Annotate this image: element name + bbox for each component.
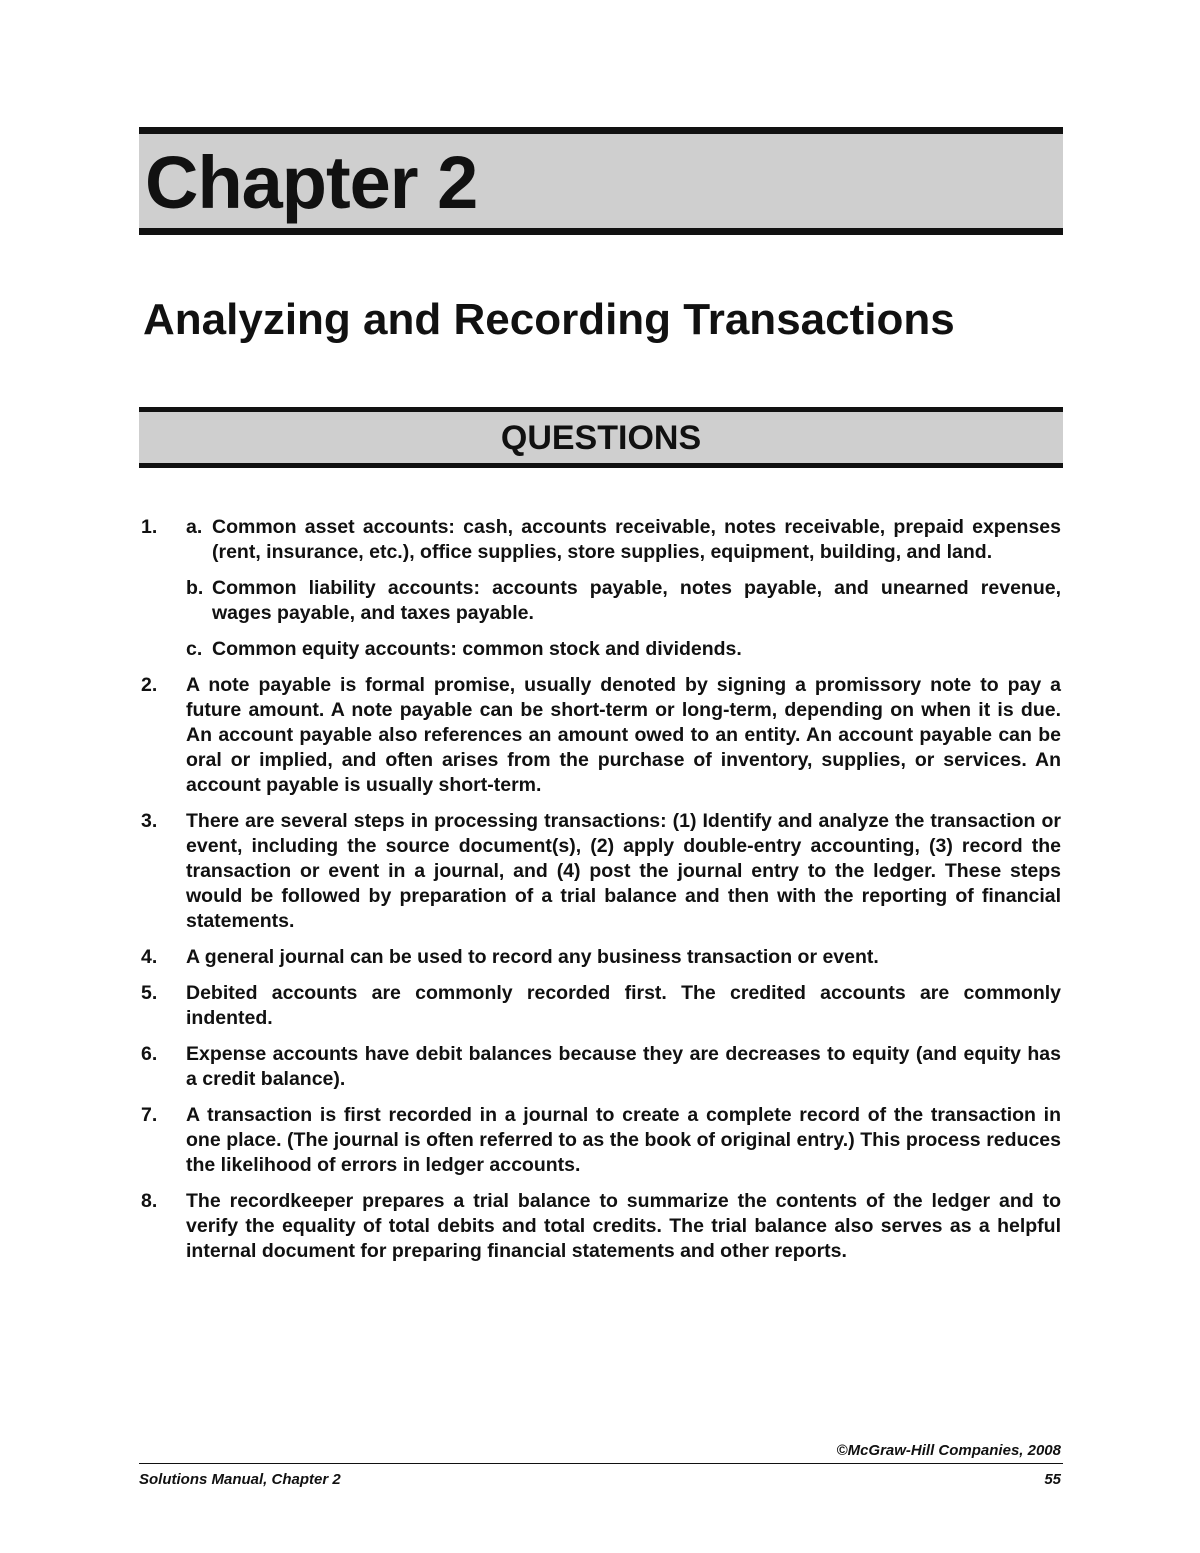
question-number: 7. bbox=[141, 1104, 158, 1126]
question-part bbox=[186, 637, 1061, 662]
question-text: Debited accounts are commonly recorded first. The credited accounts are commonly indented. bbox=[186, 982, 1061, 1029]
part-letter: b. bbox=[186, 577, 204, 599]
question-text: There are several steps in processing transactions: (1) Identify and analyze the transaction or event, including the source document(s), (2) apply double-entry accounting, (3) record the transaction or event in a journal, and (4) post the journal entry to the ledger. These steps would be followed by preparation of a trial balance and then with the reporting of financial statements. bbox=[186, 810, 1061, 932]
part-text: Common liability accounts: accounts payable, notes payable, and unearned revenue, wages payable, and taxes payable. bbox=[212, 577, 1061, 624]
question-text: A general journal can be used to record any business transaction or event. bbox=[186, 946, 879, 968]
question-number: 2. bbox=[141, 674, 158, 696]
copyright-notice: ©McGraw-Hill Companies, 2008 bbox=[836, 1442, 1061, 1459]
part-letter: a. bbox=[186, 516, 203, 538]
question-part bbox=[186, 515, 1061, 565]
page-number: 55 bbox=[1044, 1471, 1061, 1488]
question-text: The recordkeeper prepares a trial balance to summarize the contents of the ledger and to verify the equality of total debits and total credits. The trial balance also serves as a helpful internal document for preparing financial statements and other reports. bbox=[186, 1190, 1061, 1262]
part-text: Common asset accounts: cash, accounts receivable, notes receivable, prepaid expenses (rent, insurance, etc.), office supplies, store supplies, equipment, building, and land. bbox=[212, 516, 1061, 563]
chapter-banner bbox=[139, 127, 1063, 235]
question-number: 6. bbox=[141, 1043, 158, 1065]
question-number: 1. bbox=[141, 516, 158, 538]
question-item bbox=[139, 1042, 1061, 1092]
part-text: Common equity accounts: common stock and dividends. bbox=[212, 638, 742, 660]
questions-list bbox=[139, 515, 1061, 1275]
question-item bbox=[139, 981, 1061, 1031]
question-number: 5. bbox=[141, 982, 158, 1004]
question-number: 4. bbox=[141, 946, 158, 968]
chapter-subtitle: Analyzing and Recording Transactions bbox=[143, 295, 955, 344]
section-title: QUESTIONS bbox=[500, 419, 702, 457]
question-text: A note payable is formal promise, usually denoted by signing a promissory note to pay a future amount. A note payable can be short-term or long-term, depending on when it is due. An account payable also references an amount owed to an entity. An account payable can be oral or implied, and often arises from the purchase of inventory, supplies, or services. An account payable is usually short-term. bbox=[186, 674, 1061, 796]
question-text: Expense accounts have debit balances because they are decreases to equity (and equity has a credit balance). bbox=[186, 1043, 1061, 1090]
question-item bbox=[139, 515, 1061, 662]
question-item bbox=[139, 945, 1061, 970]
footer-divider bbox=[139, 1463, 1063, 1464]
question-item bbox=[139, 1103, 1061, 1178]
question-text: A transaction is first recorded in a journal to create a complete record of the transaction in one place. (The journal is often referred to as the book of original entry.) This process reduces the likelihood of errors in ledger accounts. bbox=[186, 1104, 1061, 1176]
question-item bbox=[139, 673, 1061, 798]
footer-source: Solutions Manual, Chapter 2 bbox=[139, 1471, 341, 1488]
question-part bbox=[186, 576, 1061, 626]
chapter-title: Chapter 2 bbox=[145, 141, 478, 224]
question-number: 3. bbox=[141, 810, 158, 832]
question-number: 8. bbox=[141, 1190, 158, 1212]
question-item bbox=[139, 1189, 1061, 1264]
question-item bbox=[139, 809, 1061, 934]
questions-banner bbox=[139, 407, 1063, 468]
part-letter: c. bbox=[186, 638, 203, 660]
